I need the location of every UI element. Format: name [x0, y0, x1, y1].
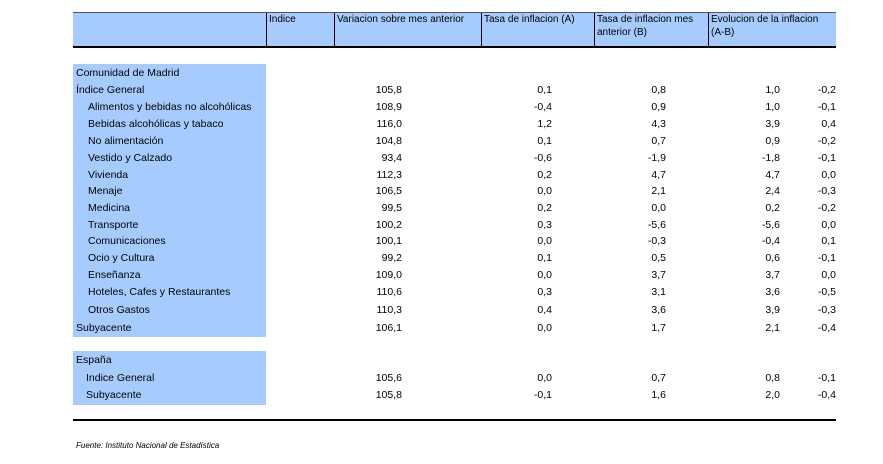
- indice-value: 104,8: [375, 135, 402, 147]
- row-label: Indice General: [86, 372, 155, 384]
- row-label: Medicina: [88, 202, 131, 214]
- table-row: [73, 150, 836, 166]
- source-note: Fuente: Instituto Nacional de Estadística: [76, 441, 220, 450]
- header-tasa-a: Tasa de inflacion (A): [481, 12, 594, 46]
- header-variacion: Variacion sobre mes anterior: [334, 12, 481, 46]
- tasa-a-value: -1,9: [647, 152, 666, 164]
- variacion-value: -0,4: [533, 101, 552, 113]
- row-label: Vivienda: [88, 169, 129, 181]
- evolucion-value: -0,1: [817, 101, 836, 113]
- variacion-value: -0,1: [533, 389, 552, 401]
- tasa-a-value: 0,7: [651, 372, 666, 384]
- indice-value: 100,1: [375, 235, 402, 247]
- variacion-value: 0,2: [537, 202, 552, 214]
- variacion-value: -0,6: [533, 152, 552, 164]
- table-row: [73, 284, 836, 300]
- variacion-value: 0,3: [537, 286, 552, 298]
- indice-value: 93,4: [381, 152, 402, 164]
- tasa-b-value: 1,0: [765, 84, 780, 96]
- variacion-value: 0,1: [537, 252, 552, 264]
- indice-value: 99,2: [381, 252, 402, 264]
- tasa-b-value: 3,6: [765, 286, 780, 298]
- tasa-b-value: 0,9: [765, 135, 780, 147]
- indice-value: 108,9: [375, 101, 402, 113]
- evolucion-value: -0,4: [817, 322, 836, 334]
- variacion-value: 0,0: [537, 185, 552, 197]
- row-label: Comunicaciones: [88, 235, 166, 247]
- tasa-a-value: 0,5: [651, 252, 666, 264]
- tasa-a-value: 4,7: [651, 169, 666, 181]
- indice-value: 116,0: [376, 118, 402, 130]
- evolucion-value: 0,4: [821, 118, 836, 130]
- evolucion-value: 0,0: [821, 269, 836, 281]
- tasa-a-value: -0,3: [647, 235, 666, 247]
- table-header: [73, 12, 836, 46]
- variacion-value: 0,4: [537, 304, 552, 316]
- table-row: [73, 320, 836, 336]
- row-label: Hoteles, Cafes y Restaurantes: [88, 286, 231, 298]
- evolucion-value: -0,1: [817, 252, 836, 264]
- table-row: [73, 82, 836, 98]
- evolucion-value: -0,2: [817, 84, 836, 96]
- table-row: [73, 370, 836, 386]
- variacion-value: 0,0: [537, 269, 552, 281]
- evolucion-value: -0,1: [817, 152, 836, 164]
- tasa-b-value: 0,8: [765, 372, 780, 384]
- evolucion-value: -0,4: [817, 389, 836, 401]
- table-row: [73, 250, 836, 266]
- header-top-rule: [73, 12, 836, 13]
- variacion-value: 0,2: [537, 169, 552, 181]
- tasa-b-value: 2,4: [765, 185, 780, 197]
- tasa-b-value: 4,7: [765, 169, 780, 181]
- indice-value: 106,1: [375, 322, 402, 334]
- tasa-a-value: 3,1: [651, 286, 666, 298]
- footer-rule: [73, 419, 836, 421]
- evolucion-value: -0,5: [817, 286, 836, 298]
- tasa-b-value: 1,0: [765, 101, 780, 113]
- variacion-value: 0,0: [537, 322, 552, 334]
- indice-value: 112,3: [376, 169, 402, 181]
- table-row: [73, 217, 836, 233]
- table-row: [73, 302, 836, 318]
- evolucion-value: -0,2: [817, 135, 836, 147]
- evolucion-value: -0,2: [817, 202, 836, 214]
- evolucion-value: 0,0: [821, 169, 836, 181]
- tasa-a-value: 0,9: [651, 101, 666, 113]
- row-label: Índice General: [76, 84, 145, 96]
- indice-value: 99,5: [381, 202, 402, 214]
- evolucion-value: 0,0: [821, 219, 836, 231]
- table-row: [73, 99, 836, 115]
- header-label-cell: [73, 12, 266, 46]
- tasa-a-value: 1,7: [651, 322, 666, 334]
- table-row: [73, 167, 836, 183]
- tasa-a-value: 4,3: [651, 118, 666, 130]
- row-label: Vestido y Calzado: [88, 152, 173, 164]
- indice-value: 109,0: [375, 269, 402, 281]
- indice-value: 110,6: [376, 286, 402, 298]
- table-row: [73, 200, 836, 216]
- tasa-b-value: 2,1: [765, 322, 780, 334]
- row-label: Enseñanza: [88, 269, 141, 281]
- tasa-b-value: -5,6: [761, 219, 780, 231]
- indice-value: 110,3: [376, 304, 402, 316]
- row-label: Alimentos y bebidas no alcohólicas: [88, 101, 252, 113]
- table-row: [73, 233, 836, 249]
- tasa-b-value: 3,9: [765, 304, 780, 316]
- evolucion-value: -0,1: [817, 372, 836, 384]
- tasa-a-value: 0,8: [651, 84, 666, 96]
- tasa-a-value: 2,1: [651, 185, 666, 197]
- tasa-a-value: 0,0: [651, 202, 666, 214]
- row-label: Subyacente: [86, 389, 142, 401]
- indice-value: 106,5: [375, 185, 402, 197]
- tasa-a-value: -5,6: [647, 219, 666, 231]
- row-label: Ocio y Cultura: [88, 252, 155, 264]
- variacion-value: 0,3: [537, 219, 552, 231]
- tasa-b-value: 0,6: [765, 252, 780, 264]
- table-row: [73, 116, 836, 132]
- variacion-value: 0,1: [537, 135, 552, 147]
- row-label: Bebidas alcohólicas y tabaco: [88, 118, 224, 130]
- tasa-b-value: -1,8: [761, 152, 780, 164]
- evolucion-value: 0,1: [821, 235, 836, 247]
- tasa-b-value: 3,9: [765, 118, 780, 130]
- madrid-section-title: Comunidad de Madrid: [76, 67, 180, 79]
- tasa-b-value: 2,0: [765, 389, 780, 401]
- table-row: [73, 387, 836, 403]
- table-row: [73, 133, 836, 149]
- tasa-a-value: 1,6: [651, 389, 666, 401]
- tasa-b-value: 0,2: [765, 202, 780, 214]
- spain-section-title: España: [76, 354, 112, 366]
- indice-value: 105,8: [375, 389, 402, 401]
- tasa-b-value: -0,4: [761, 235, 780, 247]
- tasa-b-value: 3,7: [765, 269, 780, 281]
- table-row: [73, 267, 836, 283]
- evolucion-value: -0,3: [817, 304, 836, 316]
- indice-value: 100,2: [375, 219, 402, 231]
- variacion-value: 0,0: [537, 372, 552, 384]
- header-indice: Indice: [266, 12, 334, 46]
- row-label: Otros Gastos: [88, 304, 150, 316]
- row-label: Menaje: [88, 185, 123, 197]
- indice-value: 105,8: [375, 84, 402, 96]
- header-tasa-b: Tasa de inflacion mes anterior (B): [594, 12, 708, 46]
- variacion-value: 0,1: [537, 84, 552, 96]
- tasa-a-value: 0,7: [651, 135, 666, 147]
- header-evolucion: Evolucion de la inflacion (A-B): [708, 12, 836, 46]
- tasa-a-value: 3,6: [651, 304, 666, 316]
- indice-value: 105,6: [375, 372, 402, 384]
- row-label: No alimentación: [88, 135, 164, 147]
- evolucion-value: -0,3: [817, 185, 836, 197]
- header-bottom-rule: [73, 46, 836, 48]
- table-row: [73, 183, 836, 199]
- variacion-value: 1,2: [537, 118, 552, 130]
- row-label: Subyacente: [76, 322, 132, 334]
- variacion-value: 0,0: [537, 235, 552, 247]
- tasa-a-value: 3,7: [651, 269, 666, 281]
- row-label: Transporte: [88, 219, 139, 231]
